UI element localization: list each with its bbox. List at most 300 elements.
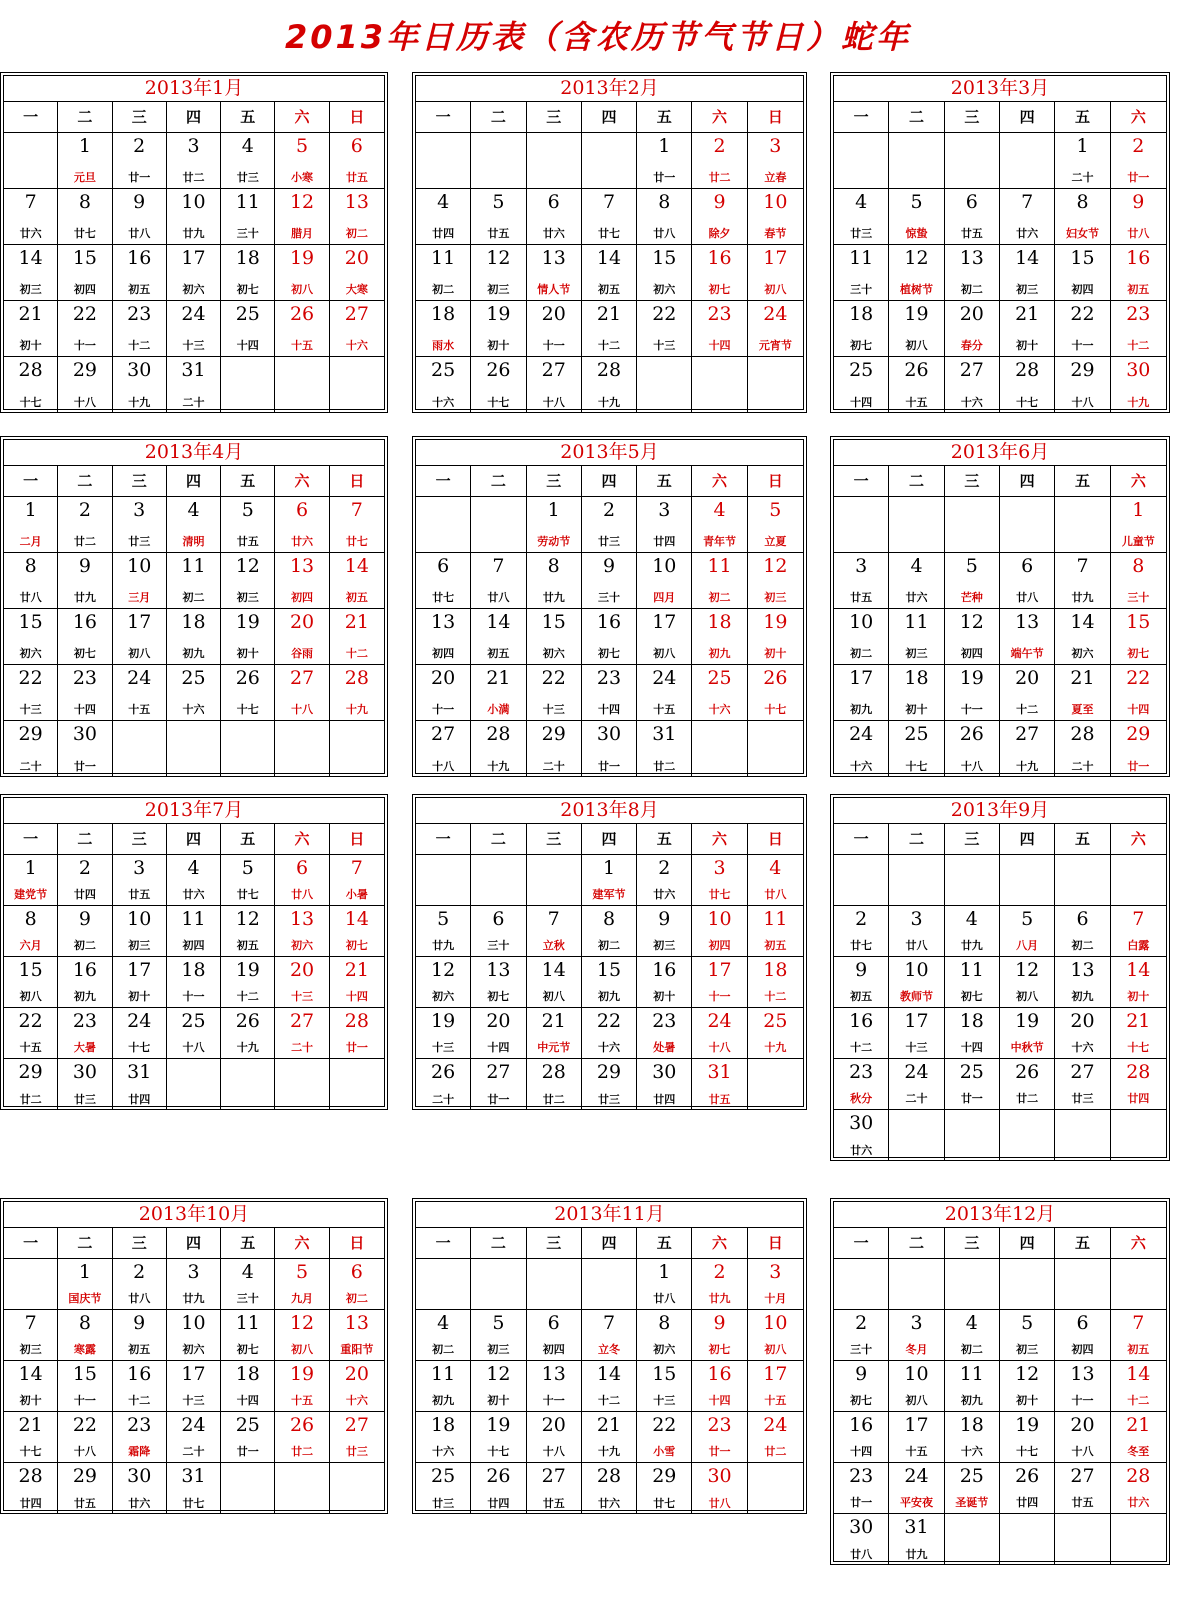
day-number: 18 [849, 303, 874, 325]
day-cell [582, 1310, 637, 1361]
day-cell [692, 245, 747, 301]
day-number: 16 [127, 1363, 152, 1385]
day-cell [748, 1059, 803, 1110]
day-cell [692, 855, 747, 906]
lunar-date: 十一 [542, 339, 565, 352]
lunar-date: 初七 [708, 283, 731, 296]
lunar-date: 春节 [764, 227, 787, 240]
lunar-date: 廿四 [128, 1093, 151, 1106]
day-cell [1055, 133, 1110, 189]
day-cell [4, 1463, 58, 1514]
lunar-date: 圣诞节 [955, 1496, 989, 1509]
day-number: 1 [1076, 135, 1089, 157]
lunar-date: 二十 [1071, 760, 1094, 773]
day-cell [58, 1361, 112, 1412]
day-number: 25 [904, 723, 929, 745]
day-number: 7 [1021, 191, 1034, 213]
day-number: 19 [289, 1363, 315, 1385]
lunar-date: 初四 [432, 647, 455, 660]
lunar-date: 初四 [73, 283, 96, 296]
day-cell [416, 1463, 471, 1514]
lunar-date: 十四 [597, 703, 620, 716]
lunar-date: 十三 [19, 703, 42, 716]
day-number: 12 [486, 1363, 511, 1385]
lunar-date: 廿六 [1016, 227, 1039, 240]
day-number: 2 [855, 1312, 868, 1334]
day-cell [527, 189, 582, 245]
day-number: 23 [127, 1414, 152, 1436]
day-number: 29 [72, 359, 98, 381]
weekday-label: 日 [349, 1234, 365, 1252]
lunar-date: 情人节 [537, 283, 571, 296]
month-1 [0, 72, 388, 413]
day-number: 3 [133, 499, 146, 521]
lunar-date: 廿三 [128, 535, 151, 548]
day-number: 22 [18, 1010, 43, 1032]
lunar-date: 廿九 [905, 1548, 928, 1561]
day-number: 7 [602, 1312, 616, 1334]
lunar-date: 十四 [236, 1394, 259, 1407]
lunar-date: 初九 [850, 703, 873, 716]
lunar-date: 十二 [128, 339, 151, 352]
day-cell [637, 1259, 692, 1310]
day-number: 22 [596, 1010, 622, 1032]
month-title: 2013年7月 [4, 798, 384, 824]
lunar-date: 十九 [1016, 760, 1039, 773]
weekday-label: 五 [1055, 102, 1110, 132]
lunar-date: 端午节 [1010, 647, 1044, 660]
day-grid [834, 497, 1166, 777]
day-number: 4 [241, 135, 254, 157]
day-cell [4, 1008, 58, 1059]
lunar-date: 廿八 [19, 591, 42, 604]
day-cell [945, 665, 1000, 721]
day-cell [330, 245, 384, 301]
day-number: 22 [652, 303, 677, 325]
day-number: 24 [763, 303, 788, 325]
day-cell [527, 1361, 582, 1412]
lunar-date: 小暑 [345, 888, 368, 901]
day-number: 16 [596, 611, 622, 633]
day-number: 22 [72, 1414, 98, 1436]
weekday-header [416, 102, 803, 133]
day-cell [1055, 189, 1110, 245]
day-cell [330, 609, 384, 665]
day-cell [221, 497, 275, 553]
weekday-label: 三 [113, 824, 167, 854]
day-cell [637, 1059, 692, 1110]
month-title: 2013年2月 [416, 76, 803, 102]
weekday-header [4, 1228, 384, 1259]
day-cell [945, 1259, 1000, 1310]
weekday-label: 四 [1000, 1228, 1055, 1258]
day-cell [637, 721, 692, 777]
lunar-date: 三月 [128, 591, 151, 604]
lunar-date: 十四 [236, 339, 259, 352]
day-number: 9 [133, 1312, 146, 1334]
day-cell [167, 1259, 221, 1310]
day-number: 27 [289, 1010, 315, 1032]
month-4 [0, 436, 388, 777]
day-number: 17 [652, 611, 677, 633]
lunar-date: 寒露 [73, 1343, 96, 1356]
lunar-date: 廿五 [73, 1497, 96, 1510]
lunar-date: 三十 [850, 283, 873, 296]
day-cell [582, 906, 637, 957]
day-cell [637, 906, 692, 957]
day-number: 8 [658, 191, 671, 213]
day-cell [1000, 1412, 1055, 1463]
day-cell [834, 721, 889, 777]
day-cell [1000, 301, 1055, 357]
lunar-date: 十一 [432, 703, 455, 716]
day-cell [113, 357, 167, 413]
lunar-date: 初四 [1071, 283, 1094, 296]
day-cell [527, 609, 582, 665]
lunar-date: 初八 [1016, 990, 1039, 1003]
day-cell [113, 721, 167, 777]
lunar-date: 初二 [345, 227, 368, 240]
weekday-label: 五 [221, 1228, 275, 1258]
lunar-date: 初十 [1016, 1394, 1039, 1407]
lunar-date: 初三 [236, 591, 259, 604]
lunar-date: 廿八 [1016, 591, 1039, 604]
day-cell [945, 133, 1000, 189]
day-number: 6 [965, 191, 978, 213]
day-number: 13 [431, 611, 456, 633]
day-number: 2 [713, 1261, 726, 1283]
day-number: 11 [763, 908, 788, 930]
day-cell [1000, 1008, 1055, 1059]
lunar-date: 三十 [1127, 591, 1150, 604]
lunar-date: 廿五 [236, 535, 259, 548]
lunar-date: 廿三 [73, 1093, 96, 1106]
day-cell [58, 609, 112, 665]
day-cell [221, 1412, 275, 1463]
lunar-date: 初十 [19, 1394, 42, 1407]
lunar-date: 初十 [487, 1394, 510, 1407]
day-number: 4 [187, 499, 200, 521]
day-number: 24 [904, 1061, 929, 1083]
day-number: 17 [127, 611, 152, 633]
weekday-label: 二 [471, 824, 526, 854]
lunar-date: 六月 [19, 939, 42, 952]
lunar-date: 廿七 [236, 888, 259, 901]
day-cell [1055, 357, 1110, 413]
lunar-date: 初六 [1071, 647, 1094, 660]
day-number: 13 [1070, 1363, 1095, 1385]
lunar-date: 初五 [128, 1343, 151, 1356]
day-number: 7 [1076, 555, 1089, 577]
weekday-label: 五 [1055, 1228, 1110, 1258]
day-cell [834, 553, 889, 609]
lunar-date: 十五 [128, 703, 151, 716]
lunar-date: 十七 [19, 396, 42, 409]
day-grid [834, 133, 1166, 413]
day-cell [582, 609, 637, 665]
lunar-date: 廿六 [291, 535, 314, 548]
lunar-date: 建党节 [14, 888, 48, 901]
lunar-date: 大寒 [345, 283, 368, 296]
day-number: 5 [296, 135, 309, 157]
day-number: 11 [235, 1312, 260, 1334]
day-number: 30 [596, 723, 622, 745]
lunar-date: 初三 [487, 283, 510, 296]
lunar-date: 廿四 [73, 888, 96, 901]
lunar-date: 初七 [73, 647, 96, 660]
weekday-label: 一 [834, 1228, 889, 1258]
weekday-label: 一 [416, 1228, 471, 1258]
day-number: 9 [133, 191, 146, 213]
lunar-date: 廿八 [487, 591, 510, 604]
day-number: 3 [187, 1261, 200, 1283]
day-cell [416, 855, 471, 906]
lunar-date: 十九 [128, 396, 151, 409]
day-cell [637, 133, 692, 189]
day-number: 20 [289, 959, 315, 981]
month-11 [412, 1198, 807, 1514]
lunar-date: 初四 [708, 939, 731, 952]
day-number: 25 [849, 359, 874, 381]
day-cell [1055, 1310, 1110, 1361]
day-cell [113, 553, 167, 609]
lunar-date: 初六 [19, 647, 42, 660]
lunar-date: 十六 [182, 703, 205, 716]
day-number: 14 [1126, 959, 1151, 981]
day-cell [221, 133, 275, 189]
day-number: 7 [547, 908, 560, 930]
lunar-date: 廿六 [128, 1497, 151, 1510]
day-cell [275, 1463, 329, 1514]
day-number: 1 [658, 135, 671, 157]
lunar-date: 小雪 [653, 1445, 676, 1458]
day-number: 19 [431, 1010, 456, 1032]
lunar-date: 初二 [708, 591, 731, 604]
weekday-label: 一 [834, 466, 889, 496]
day-cell [945, 855, 1000, 906]
day-cell [1000, 1514, 1055, 1565]
lunar-date: 初八 [19, 990, 42, 1003]
day-cell [275, 855, 329, 906]
day-number: 16 [127, 247, 152, 269]
day-number: 27 [344, 303, 369, 325]
month-12 [830, 1198, 1170, 1565]
day-number: 27 [486, 1061, 511, 1083]
lunar-date: 初九 [960, 1394, 983, 1407]
day-cell [637, 665, 692, 721]
day-cell [275, 1259, 329, 1310]
day-number: 24 [652, 667, 677, 689]
day-cell [834, 1514, 889, 1565]
day-cell [834, 957, 889, 1008]
day-cell [221, 189, 275, 245]
lunar-date: 廿四 [1016, 1496, 1039, 1509]
lunar-date: 初四 [960, 647, 983, 660]
lunar-date: 初三 [1016, 283, 1039, 296]
day-cell [275, 133, 329, 189]
lunar-date: 廿八 [128, 1292, 151, 1305]
day-cell [692, 1463, 747, 1514]
weekday-header [834, 1228, 1166, 1259]
month-frame [415, 75, 804, 410]
day-cell [113, 1463, 167, 1514]
day-number: 25 [235, 303, 260, 325]
lunar-date: 十二 [597, 1394, 620, 1407]
day-cell [113, 133, 167, 189]
lunar-date: 三十 [597, 591, 620, 604]
weekday-label: 四 [167, 1228, 221, 1258]
lunar-date: 三十 [487, 939, 510, 952]
day-number: 18 [181, 959, 206, 981]
lunar-date: 十六 [432, 1445, 455, 1458]
day-number: 10 [904, 1363, 929, 1385]
day-cell [275, 721, 329, 777]
lunar-date: 清明 [182, 535, 205, 548]
lunar-date: 十一 [73, 339, 96, 352]
day-number: 20 [1015, 667, 1040, 689]
lunar-date: 儿童节 [1121, 535, 1155, 548]
lunar-date: 十七 [764, 703, 787, 716]
day-number: 25 [181, 1010, 206, 1032]
lunar-date: 十七 [236, 703, 259, 716]
lunar-date: 十三 [653, 339, 676, 352]
day-cell [1055, 1412, 1110, 1463]
day-cell [471, 1259, 526, 1310]
day-cell [1111, 1008, 1166, 1059]
weekday-label: 三 [113, 466, 167, 496]
day-number: 23 [1126, 303, 1151, 325]
lunar-date: 廿五 [487, 227, 510, 240]
month-title: 2013年11月 [416, 1202, 803, 1228]
day-cell [275, 357, 329, 413]
day-number: 26 [904, 359, 929, 381]
month-6 [830, 436, 1170, 777]
day-number: 17 [181, 247, 206, 269]
weekday-label: 二 [471, 466, 526, 496]
lunar-date: 秋分 [850, 1092, 873, 1105]
day-number: 23 [72, 667, 98, 689]
lunar-date: 廿六 [542, 227, 565, 240]
day-number: 6 [547, 191, 560, 213]
lunar-date: 初三 [764, 591, 787, 604]
day-cell [1111, 189, 1166, 245]
lunar-date: 初十 [653, 990, 676, 1003]
day-cell [527, 553, 582, 609]
weekday-label: 六 [1130, 830, 1146, 848]
lunar-date: 廿七 [597, 227, 620, 240]
day-cell [637, 245, 692, 301]
weekday-label: 一 [4, 824, 58, 854]
lunar-date: 廿九 [542, 591, 565, 604]
day-cell [1000, 957, 1055, 1008]
lunar-date: 初九 [73, 990, 96, 1003]
day-number: 7 [350, 857, 363, 879]
day-cell [58, 957, 112, 1008]
day-number: 20 [1070, 1414, 1095, 1436]
day-cell [945, 1361, 1000, 1412]
lunar-date: 廿六 [19, 227, 42, 240]
day-number: 22 [1070, 303, 1095, 325]
day-number: 11 [431, 1363, 456, 1385]
month-frame [3, 797, 385, 1107]
lunar-date: 廿四 [432, 227, 455, 240]
day-cell [275, 1310, 329, 1361]
day-number: 21 [596, 303, 622, 325]
lunar-date: 廿五 [960, 227, 983, 240]
day-cell [1055, 665, 1110, 721]
lunar-date: 初七 [597, 647, 620, 660]
weekday-label: 三 [527, 1228, 582, 1258]
day-cell [416, 553, 471, 609]
day-cell [692, 1310, 747, 1361]
weekday-label: 四 [582, 102, 637, 132]
lunar-date: 初八 [128, 647, 151, 660]
lunar-date: 廿五 [708, 1093, 731, 1106]
lunar-date: 立冬 [597, 1343, 620, 1356]
lunar-date: 二月 [19, 535, 42, 548]
lunar-date: 廿八 [708, 1497, 731, 1510]
day-cell [637, 1008, 692, 1059]
day-cell [1111, 245, 1166, 301]
day-number: 7 [1132, 908, 1145, 930]
day-number: 20 [959, 303, 984, 325]
day-cell [889, 1412, 944, 1463]
day-cell [4, 906, 58, 957]
day-number: 25 [959, 1465, 984, 1487]
lunar-date: 廿六 [850, 1144, 873, 1157]
day-number: 26 [235, 1010, 260, 1032]
day-cell [275, 1059, 329, 1110]
day-cell [582, 1361, 637, 1412]
day-grid [416, 855, 803, 1110]
lunar-date: 十五 [764, 1394, 787, 1407]
day-number: 6 [547, 1312, 560, 1334]
day-number: 19 [1015, 1414, 1040, 1436]
month-frame [833, 797, 1167, 1158]
lunar-date: 廿二 [1016, 1092, 1039, 1105]
lunar-date: 初九 [1071, 990, 1094, 1003]
day-cell [471, 497, 526, 553]
lunar-date: 冬至 [1127, 1445, 1150, 1458]
day-cell [527, 1412, 582, 1463]
weekday-label: 四 [582, 1228, 637, 1258]
day-cell [275, 665, 329, 721]
lunar-date: 初二 [432, 1343, 455, 1356]
lunar-date: 十八 [432, 760, 455, 773]
lunar-date: 春分 [960, 339, 983, 352]
lunar-date: 初二 [960, 283, 983, 296]
lunar-date: 廿九 [960, 939, 983, 952]
day-cell [1055, 553, 1110, 609]
month-frame [415, 1201, 804, 1511]
day-number: 24 [127, 667, 152, 689]
day-cell [945, 1412, 1000, 1463]
day-number: 15 [18, 959, 43, 981]
day-cell [113, 1008, 167, 1059]
lunar-date: 十七 [1016, 396, 1039, 409]
day-number: 11 [181, 908, 206, 930]
day-cell [221, 245, 275, 301]
weekday-label: 二 [889, 824, 944, 854]
day-number: 6 [350, 1261, 363, 1283]
day-cell [4, 357, 58, 413]
day-number: 25 [431, 359, 456, 381]
day-cell [1111, 1361, 1166, 1412]
day-cell [834, 1463, 889, 1514]
day-number: 30 [127, 359, 152, 381]
lunar-date: 夏至 [1071, 703, 1094, 716]
weekday-label: 三 [113, 1228, 167, 1258]
